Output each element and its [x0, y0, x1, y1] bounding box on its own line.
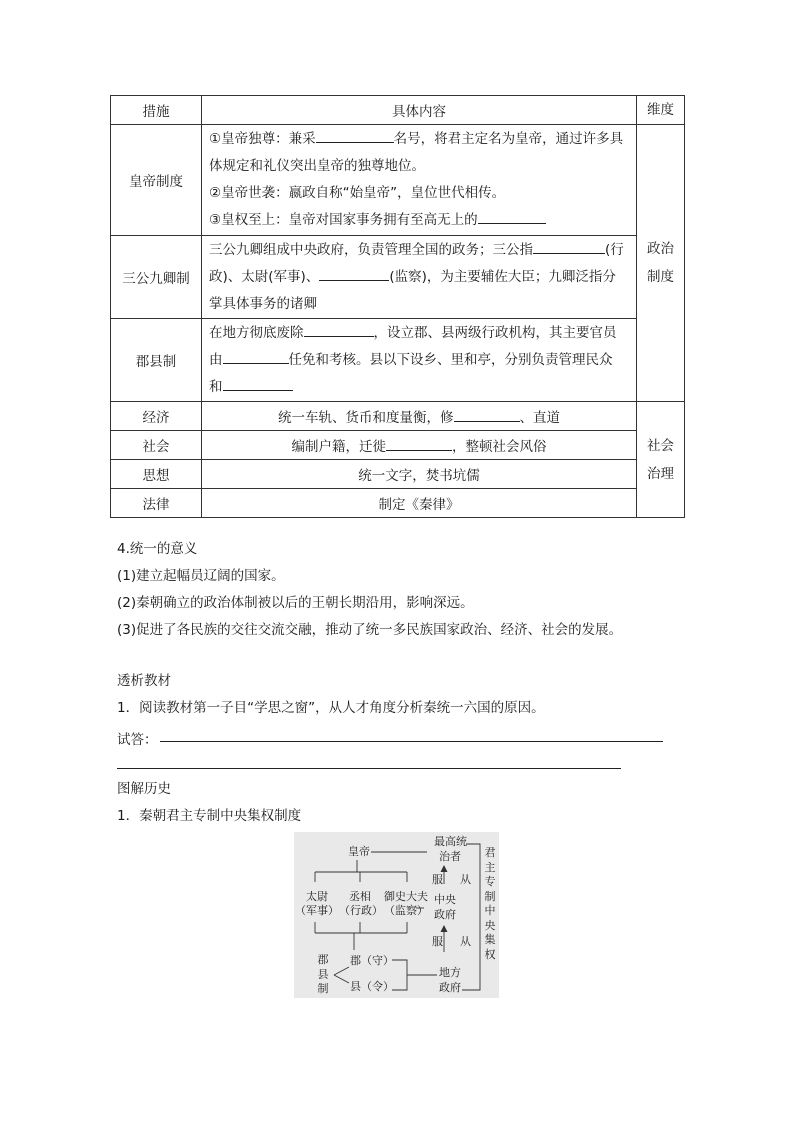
answer-label: 试答： — [117, 732, 158, 748]
diagram-side-label: 君 主 专 制 中 央 集 权 — [484, 846, 496, 961]
table-row — [111, 431, 685, 460]
section4-title: 4.统一的意义 — [117, 541, 198, 557]
row-label-economy: 经济 — [111, 402, 202, 431]
three-dukes-content: 三公九卿组成中央政府，负责管理全国的政务；三公指 (行 政)、太尉(军事)、 (监察)，为主要辅佐大臣；九卿泛指分 掌具体事务的诸卿 — [202, 236, 637, 319]
diagram-yushi: 御史大夫 — [384, 890, 428, 903]
society-content: 编制户籍，迁徙 ，整顿社会风俗 — [202, 431, 637, 460]
section4-item-3: (3)促进了各民族的交往交流交融，推动了统一多民族国家政治、经济、社会的发展。 — [117, 622, 623, 638]
fill-blank — [386, 435, 452, 451]
header-measure: 措施 — [111, 96, 202, 125]
thought-content: 统一文字，焚书坑儒 — [202, 460, 637, 489]
qin-measures-table — [110, 95, 685, 518]
connector-jun-xian-bracket — [392, 960, 407, 990]
fill-blank — [319, 265, 389, 281]
fill-blank — [533, 238, 605, 254]
economy-content: 统一车轨、货币和度量衡，修 、直道 — [202, 402, 637, 431]
row-label-society: 社会 — [111, 431, 202, 460]
arrow-head-up — [441, 865, 448, 872]
emperor-system-content: ①皇帝独尊：兼采 名号，将君主定名为皇帝，通过许多具 体规定和礼仪突出皇帝的独尊地位。 ②皇帝世袭：嬴政自称“始皇帝”，皇位世代相传。 ③皇权至上：皇帝对国家事务拥有至高无上的 — [202, 125, 637, 236]
diagram-cong-1: 从 — [460, 873, 471, 886]
fill-blank — [454, 406, 520, 422]
connector-xian — [334, 975, 349, 983]
tujie-heading: 图解历史 — [117, 781, 171, 797]
table-row — [111, 460, 685, 489]
diagram-central-line2: 政府 — [434, 908, 456, 921]
diagram-local-line1: 地方 — [439, 966, 461, 979]
fill-blank — [223, 348, 289, 364]
section4-item-2: (2)秦朝确立的政治体制被以后的王朝长期沿用，影响深远。 — [117, 595, 474, 611]
diagram-central-line1: 中央 — [434, 893, 456, 906]
diagram-fu-2: 服 — [432, 935, 443, 948]
header-dimension: 维度 — [637, 96, 685, 125]
diagram-junxian-label: 郡 县 制 — [317, 953, 329, 995]
law-content: 制定《秦律》 — [202, 489, 637, 518]
connector-jun — [334, 967, 349, 975]
fill-blank — [304, 321, 374, 337]
answer-line-1[interactable] — [160, 741, 663, 742]
row-label-prefecture-county: 郡县制 — [111, 319, 202, 402]
prefecture-county-content: 在地方彻底废除 ，设立郡、县两级行政机构，其主要官员 由 任免和考核。县以下设乡、里和亭，分别负责管理民众 和 — [202, 319, 637, 402]
row-label-emperor-system: 皇帝制度 — [111, 125, 202, 236]
diagram-local-line2: 政府 — [439, 981, 461, 994]
diagram-cong-2: 从 — [460, 935, 471, 948]
fill-blank — [478, 208, 546, 224]
tujie-item-1: 1．秦朝君主专制中央集权制度 — [117, 808, 302, 824]
row-label-law: 法律 — [111, 489, 202, 518]
diagram-yushi-sub: （监察） — [384, 904, 428, 917]
toushi-question: 1．阅读教材第一子目“学思之窗”，从人才角度分析秦统一六国的原因。 — [117, 700, 545, 716]
diagram-ruler-line1: 最高统 — [434, 835, 467, 848]
table-row — [111, 489, 685, 518]
fill-blank — [223, 375, 293, 391]
table-row — [111, 125, 685, 236]
diagram-xian: 县（令） — [350, 980, 394, 993]
diagram-chengxiang-sub: （行政） — [339, 904, 383, 917]
toushi-heading: 透析教材 — [117, 673, 171, 689]
table-header-row — [111, 96, 685, 125]
table-row — [111, 236, 685, 319]
table-row — [111, 319, 685, 402]
arrow-head-up — [441, 925, 448, 932]
table-row — [111, 402, 685, 431]
side-bracket — [462, 844, 480, 990]
dimension-political-system: 政治 制度 — [637, 125, 685, 402]
row-label-three-dukes: 三公九卿制 — [111, 236, 202, 319]
centralization-diagram — [294, 832, 499, 998]
diagram-emperor: 皇帝 — [348, 845, 370, 858]
fill-blank — [316, 127, 394, 143]
diagram-fu-1: 服 — [432, 873, 443, 886]
diagram-ruler-line2: 治者 — [439, 850, 461, 863]
row-label-thought: 思想 — [111, 460, 202, 489]
section4-item-1: (1)建立起幅员辽阔的国家。 — [117, 568, 285, 584]
dimension-social-governance: 社会 治理 — [637, 402, 685, 518]
diagram-chengxiang: 丞相 — [349, 890, 371, 903]
diagram-jun: 郡（守） — [350, 954, 394, 967]
diagram-taiwei: 太尉 — [306, 890, 328, 903]
diagram-taiwei-sub: （军事） — [295, 904, 339, 917]
header-content: 具体内容 — [202, 96, 637, 125]
answer-line-2[interactable] — [117, 768, 621, 769]
